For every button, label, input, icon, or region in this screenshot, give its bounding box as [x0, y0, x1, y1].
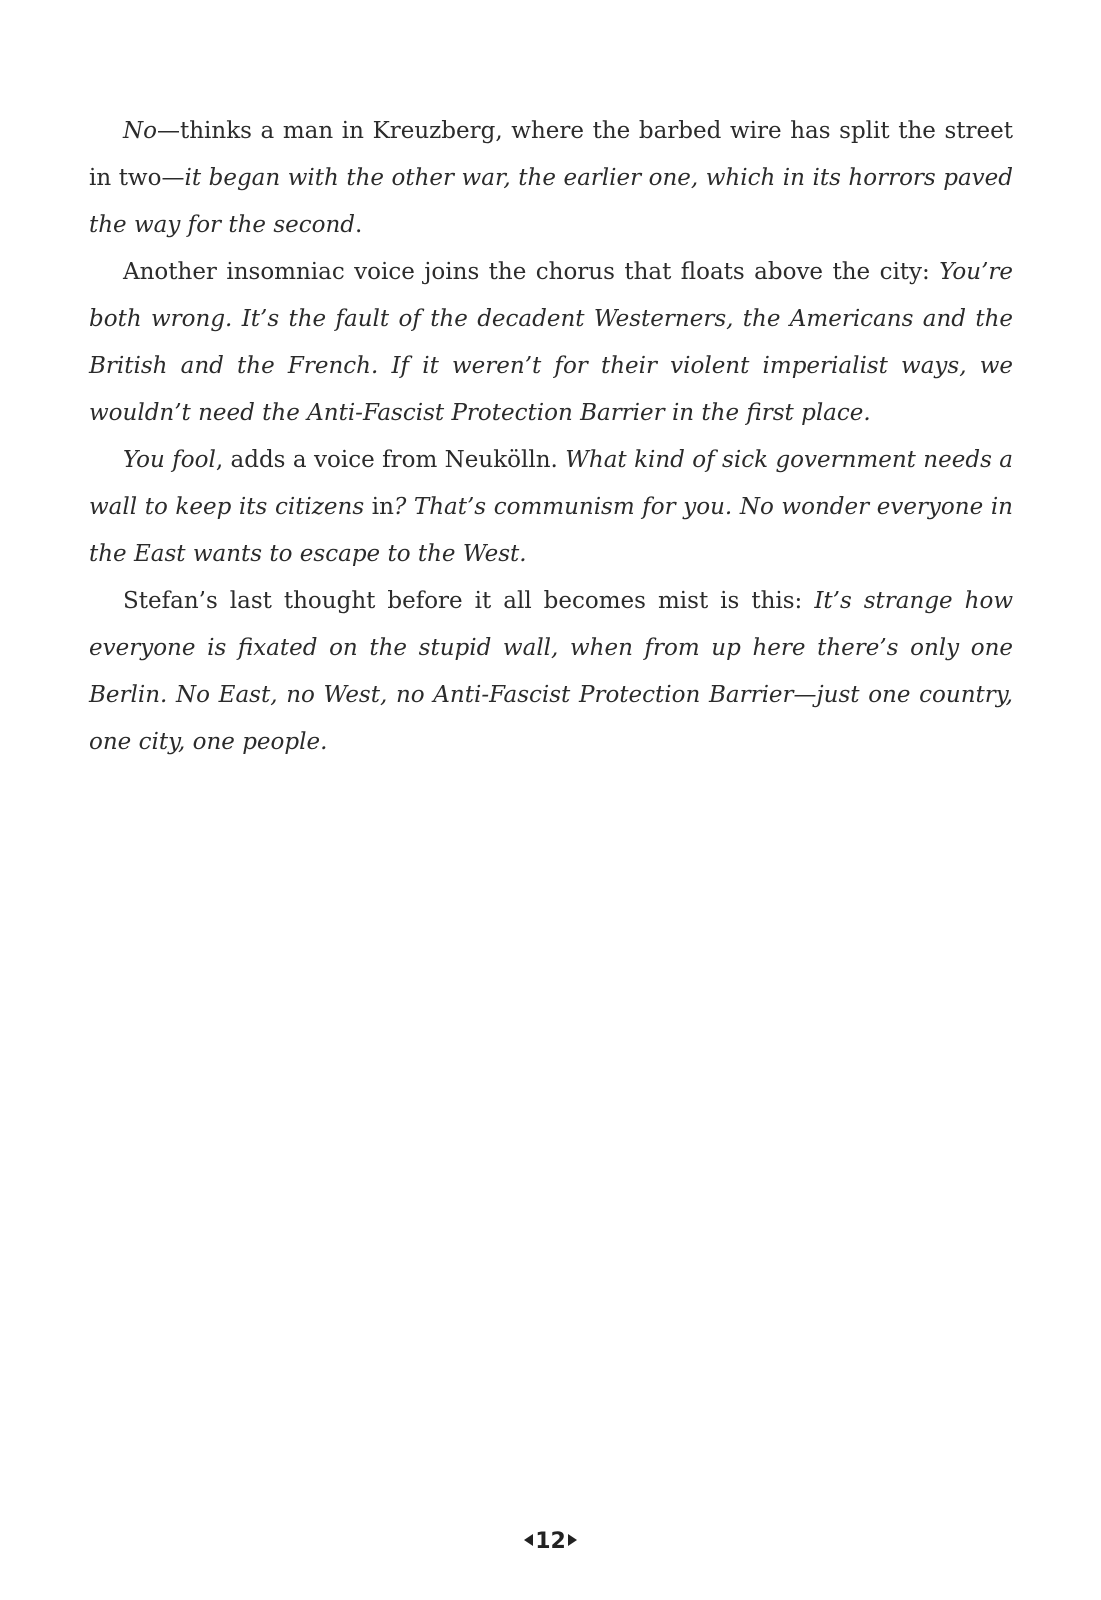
- text-run: .: [355, 212, 363, 238]
- text-run: ? That’s communism for you. No wonder everyone in the East wants to escape to the West.: [89, 494, 1013, 567]
- page-number: 12: [535, 1529, 566, 1554]
- text-run: , adds a voice from Neukölln.: [215, 447, 566, 473]
- text-run: Another insomniac voice joins the chorus that floats above the city:: [123, 259, 940, 285]
- paragraph: [89, 578, 1013, 766]
- text-run: Stefan’s last thought before it all becomes mist is this:: [123, 588, 815, 614]
- paragraph: [89, 108, 1013, 249]
- text-run: No: [123, 118, 157, 144]
- triangle-left-icon: [524, 1534, 533, 1546]
- text-run: in: [371, 494, 394, 520]
- triangle-right-icon: [568, 1534, 577, 1546]
- paragraph: [89, 249, 1013, 437]
- text-run: You’re both wrong. It’s the fault of the decadent Westerners, the Americans and the British and the French. If it weren’t for their violent imperialist ways, we wouldn’t need the Anti-Fascist Protection Barrier in the first place.: [89, 259, 1013, 426]
- paragraph: [89, 437, 1013, 578]
- text-run: What kind of sick government needs a wall to keep its citizens: [89, 447, 1013, 520]
- text-run: It’s strange how everyone is fixated on the stupid wall, when from up here there’s only one Berlin. No East, no West, no Anti-Fascist Protection Barrier—just one country, one city, one people.: [89, 588, 1013, 755]
- text-run: You fool: [123, 447, 216, 473]
- page-body: [89, 108, 1013, 766]
- text-run: it began with the other war, the earlier one, which in its horrors paved the way for the second: [89, 165, 1013, 238]
- page-number-footer: [0, 1528, 1101, 1556]
- text-run: —thinks a man in Kreuzberg, where the barbed wire has split the street in two—: [89, 118, 1013, 191]
